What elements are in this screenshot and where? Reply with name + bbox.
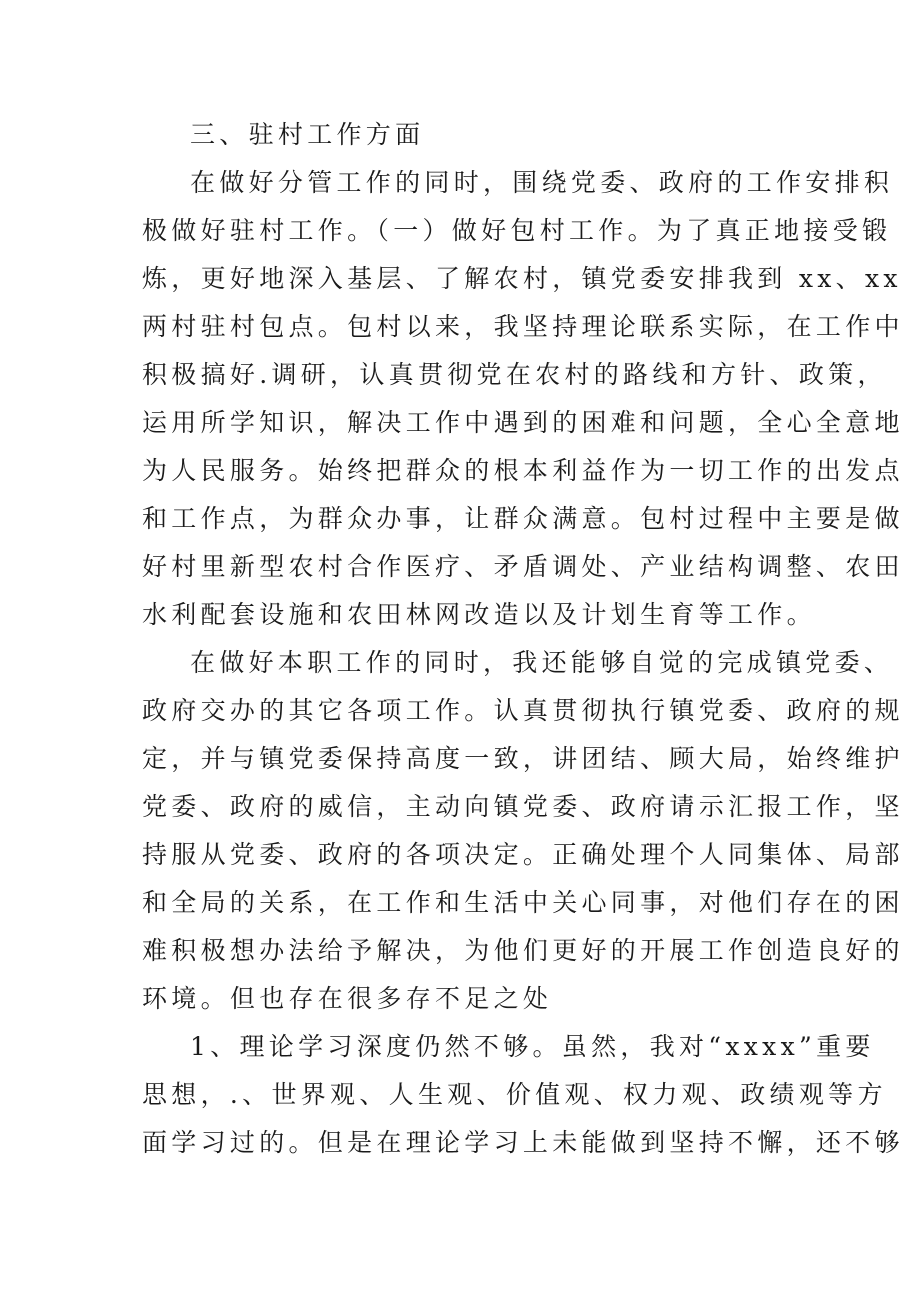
paragraph-1-line-6: 运用所学知识，解决工作中遇到的困难和问题，全心全意地 [142,408,904,437]
paragraph-3-line-2: 思想，.、世界观、人生观、价值观、权力观、政绩观等方 [142,1080,887,1109]
paragraph-1-line-2: 极做好驻村工作。（一）做好包村工作。为了真正地接受锻 [142,216,892,245]
paragraph-2-line-7: 难积极想办法给予解决，为他们更好的开展工作创造良好的 [142,936,904,965]
paragraph-1-line-8: 和工作点，为群众办事，让群众满意。包村过程中主要是做 [142,504,904,533]
paragraph-2-line-4: 党委、政府的威信，主动向镇党委、政府请示汇报工作，坚 [142,792,904,821]
section-heading: 三、驻村工作方面 [190,120,425,149]
paragraph-1-line-7: 为人民服务。始终把群众的根本利益作为一切工作的出发点 [142,456,904,485]
paragraph-3-line-1: 1、理论学习深度仍然不够。虽然，我对“xxxx”重要 [190,1032,875,1061]
paragraph-2-line-6: 和全局的关系，在工作和生活中关心同事，对他们存在的困 [142,888,904,917]
paragraph-2-line-5: 持服从党委、政府的各项决定。正确处理个人同集体、局部 [142,840,904,869]
paragraph-1-line-10: 水利配套设施和农田林网改造以及计划生育等工作。 [142,600,816,629]
paragraph-2-line-3: 定，并与镇党委保持高度一致，讲团结、顾大局，始终维护 [142,744,904,773]
paragraph-3-line-3: 面学习过的。但是在理论学习上未能做到坚持不懈，还不够 [142,1128,904,1157]
paragraph-2-line-2: 政府交办的其它各项工作。认真贯彻执行镇党委、政府的规 [142,696,904,725]
paragraph-1-line-3: 炼，更好地深入基层、了解农村，镇党委安排我到 xx、xx [142,264,902,293]
paragraph-1-line-1: 在做好分管工作的同时，围绕党委、政府的工作安排积 [190,168,894,197]
paragraph-1-line-9: 好村里新型农村合作医疗、矛盾调处、产业结构调整、农田 [142,552,904,581]
paragraph-2-line-1: 在做好本职工作的同时，我还能够自觉的完成镇党委、 [190,648,894,677]
paragraph-2-line-8: 环境。但也存在很多存不足之处 [142,984,553,1013]
paragraph-1-line-4: 两村驻村包点。包村以来，我坚持理论联系实际，在工作中 [142,312,904,341]
paragraph-1-line-5: 积极搞好.调研，认真贯彻党在农村的路线和方针、政策， [142,360,887,389]
